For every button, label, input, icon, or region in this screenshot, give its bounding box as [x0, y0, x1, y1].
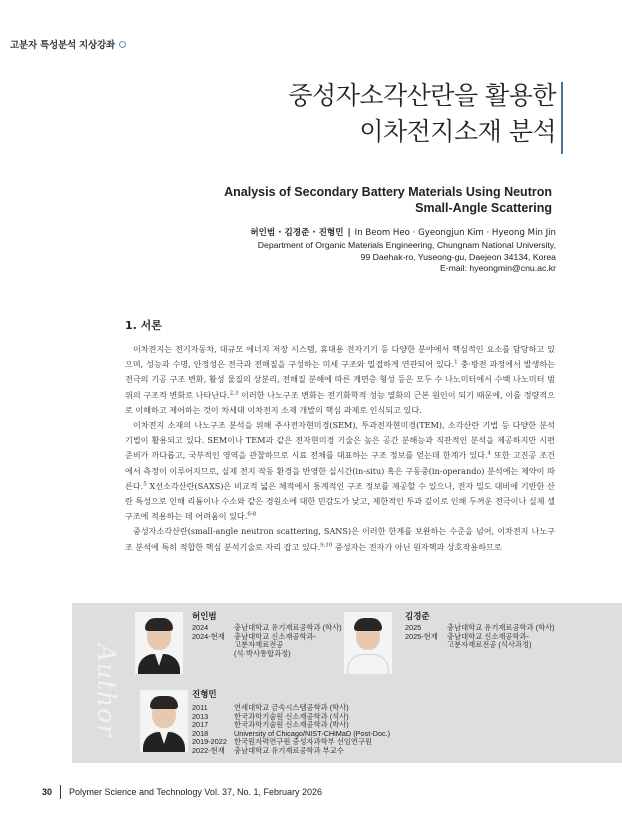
affiliation	[258, 240, 556, 275]
bio-text: 충남대학교 신소재공학과- 고분자재료전공 (석사과정)	[447, 631, 532, 650]
bio-year: 2022-현재	[192, 745, 225, 755]
text-run: 이차전지는 전기자동차, 대규모 에너지 저장 시스템, 휴대용 전자기기 등 다양한 분야에서 핵심적인 요소를 담당하고 있으며, 성능과 수명, 안정성은 전극과 전해질을 구성하는 미세 구조와 밀접하게 연관되어 있다.	[125, 344, 555, 370]
bio-entries	[192, 704, 390, 756]
english-title-line: Small-Angle Scattering	[415, 201, 552, 215]
journal-info: Polymer Science and Technology Vol. 37, No. 1, February 2026	[69, 787, 322, 797]
authors-korean: 허인범 · 김경준 · 진형민	[250, 228, 344, 238]
citation: 9,10	[320, 541, 333, 548]
text-run: 이차전지 소재의 나노구조 분석을 위해 주사전자현미경(SEM), 투과전자현미경(TEM), 소각산란 기법 등 다양한 분석 기법이 활용되고 있다. SEM이나 TEM과 같은 전자현미경 기술은 높은 공간 분해능과 직관적인 분석을 제공하지만 시편 준비가 까다롭고, 국부적인 영역을 관찰하므로 시료 전체를 대표하는 구조 정보를 얻는데 한계가 있다.	[125, 420, 555, 461]
footer-divider	[60, 785, 61, 799]
authors-english: In Beom Heo · Gyeongjun Kim · Hyeong Min Jin	[354, 228, 556, 238]
bio-text: 충남대학교 유기재료공학과 부교수	[234, 745, 344, 755]
bio-text: 연세대학교 금속시스템공학과 (학사)	[234, 703, 349, 712]
bio-text: 충남대학교 유기재료공학과 (학사)	[447, 623, 555, 632]
korean-title-line: 중성자소각산란을 활용한	[288, 81, 556, 110]
bio-entry	[192, 747, 390, 756]
citation: 6-8	[247, 511, 257, 518]
bio-year: 2019-2022	[192, 737, 227, 747]
author-photo-kim	[344, 612, 392, 674]
bio-text: 한국과학기술원 신소재공학과 (석사)	[234, 711, 349, 721]
bio-year: 2013	[192, 711, 209, 721]
author-photo-jin	[140, 690, 188, 752]
citation: 2,3	[229, 389, 239, 396]
bio-year: 2025	[405, 623, 422, 632]
bio-year: 2017	[192, 720, 209, 730]
bio-year: 2018	[192, 728, 209, 738]
page-number: 30	[42, 787, 53, 797]
text-run: 중성자는 전자가 아닌 원자핵과 상호작용하므로	[332, 541, 502, 552]
bio-entries	[192, 624, 342, 658]
bio-entry	[192, 633, 342, 659]
bio-year: 2024-현재	[192, 631, 225, 641]
text-run: 충·방전 과정에서 발생하는 전극의 기공 구조 변화, 활성 물질의 상분리, 전해질 분해에 따른 계면층 형성 등은 모두 수 나노미터에서 수백 나노미터 범위의 구조적 변화로 나타난다.	[125, 359, 556, 400]
english-title	[224, 184, 552, 216]
affiliation-line: Department of Organic Materials Engineering, Chungnam National University,	[257, 240, 556, 250]
citation: 1	[454, 359, 458, 366]
bio-text: University of Chicago/NIST-CHiMaD (Post-Doc.)	[234, 728, 391, 738]
body-paragraph	[125, 524, 555, 554]
citation: 4	[487, 450, 492, 457]
bio-text: 한국원자력연구원 중성자과학부 선임연구원	[234, 737, 372, 747]
bio-text: 충남대학교 신소재공학과- 고분자재료전공 (석·박사통합과정)	[234, 631, 316, 658]
bio-entries	[405, 624, 555, 650]
section-title: 1. 서론	[125, 319, 162, 332]
affiliation-line: 99 Daehak-ro, Yuseong-gu, Daejeon 34134, Korea	[360, 251, 556, 262]
author-photo-heo	[135, 612, 183, 674]
text-run: X선소각산란(SAXS)은 비교적 넓은 체적에서 통계적인 구조 정보를 제공할 수 있으나, 전자 밀도 대비에 기반한 산란 특성으로 인해 리튬이나 수소와 같은 경원소에 대한 민감도가 낮고, 제한적인 투과 깊이로 인해 두꺼운 전극이나 실제 셀 구조에 적용하는 데 어려움이 있다.	[125, 480, 555, 522]
title-accent-bar	[561, 82, 563, 154]
citation: 5	[143, 481, 147, 488]
author-line: 허인범 · 김경준 · 진형민 | In Beom Heo · Gyeongjun Kim · Hyeong Min Jin	[250, 228, 556, 238]
bio-year: 2024	[192, 623, 209, 632]
text-run: 중성자소각산란(small-angle neutron scattering, SANS)은 이러한 한계를 보완하는 수준을 넘어, 이차전지 나노구조 분석에 특히 적합한 핵심 분석기술로 자리 잡고 있다.	[125, 526, 555, 552]
bio-entry	[405, 633, 555, 650]
author-side-label: Author	[92, 643, 122, 738]
body-text	[125, 342, 555, 555]
bio-year: 2011	[192, 703, 208, 712]
bio-year: 2025-현재	[405, 631, 438, 641]
body-paragraph	[125, 342, 555, 418]
korean-title-line: 이차전지소재 분석	[359, 117, 556, 146]
circle-icon	[119, 41, 126, 48]
page-footer	[42, 785, 322, 799]
english-title-line: Analysis of Secondary Battery Materials Using Neutron	[224, 185, 552, 199]
series-header	[0, 37, 126, 51]
bio-name: 김경준	[405, 612, 430, 622]
text-run: 또한 고진공 조건에서 측정이 이루어지므로, 실제 전지 작동 환경을 반영한 실시간(in-situ) 혹은 구동중(in-operando) 분석에는 제약이 따른다.	[125, 450, 555, 491]
bio-name: 진형민	[192, 690, 217, 700]
series-label: 고분자 특성분석 지상강좌	[10, 40, 115, 51]
text-run: 이러한 나노구조 변화는 전기화학적 성능 열화의 근본 원인이 되기 때문에, 이를 정량적으로 이해하고 제어하는 것이 차세대 이차전지 소재 개발의 핵심 과제로 인식되고 있다.	[125, 389, 555, 415]
bio-text: 한국과학기술원 신소재공학과 (박사)	[234, 720, 349, 730]
email-line: E-mail: hyeongmin@cnu.ac.kr	[439, 263, 556, 273]
korean-title	[288, 78, 556, 150]
bio-text: 충남대학교 유기재료공학과 (학사)	[234, 623, 342, 632]
bio-name: 허인범	[192, 612, 217, 622]
body-paragraph	[125, 418, 555, 524]
